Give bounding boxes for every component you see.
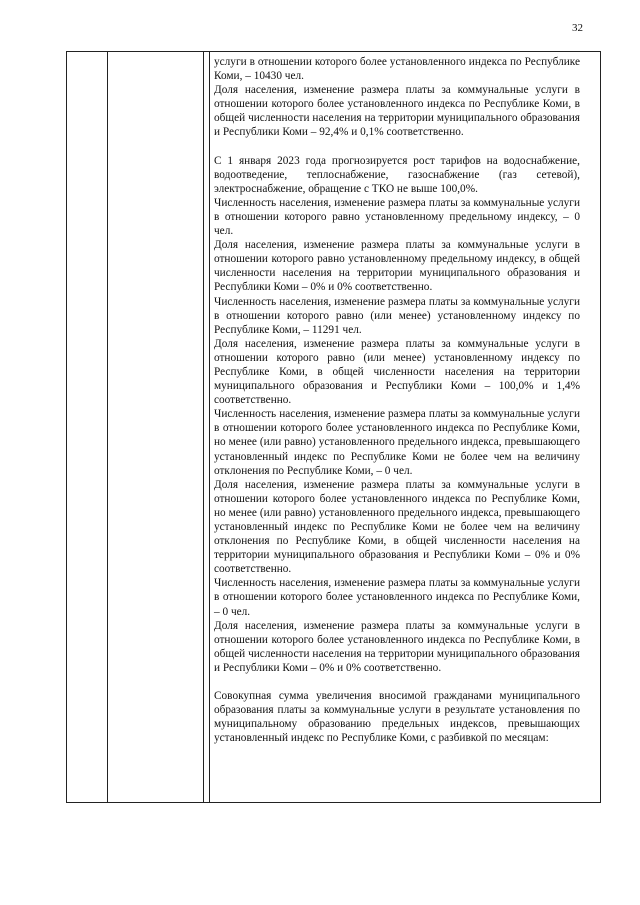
paragraph: С 1 января 2023 года прогнозируется рост тарифов на водоснабжение, водоотведение, теплоснабжение, газоснабжение (газ сетевой), электроснабжение, обращение с ТКО не выше 100,0%. (214, 154, 580, 195)
paragraph: услуги в отношении которого более установленного индекса по Республике Коми, – 10430 чел. (214, 56, 580, 83)
paragraph: Численность населения, изменение размера платы за коммунальные услуги в отношении которого более установленного индекса по Республике Коми, но менее (или равно) установленного предельного индекса, превышающего установленный индекс по Республике Коми не более чем на величину отклонения по Республике Коми, – 0 чел. (214, 408, 580, 477)
page-number: 32 (572, 22, 583, 34)
paragraph: Доля населения, изменение размера платы за коммунальные услуги в отношении которого более установленного индекса по Республике Коми, в общей численности населения на территории муниципального образования и Республики Коми – 92,4% и 0,1% соответственно. (214, 84, 580, 139)
paragraph: Доля населения, изменение размера платы за коммунальные услуги в отношении которого более установленного индекса по Республике Коми, но менее (или равно) установленного предельного индекса, превышающего установленный индекс по Республике Коми не более чем на величину отклонения по Республике Коми, в общей численности населения на территории муниципального образования и Республики Коми – 0% и 0% соответственно. (214, 478, 580, 576)
paragraph: Доля населения, изменение размера платы за коммунальные услуги в отношении которого равно установленному предельному индексу, в общей численности населения на территории муниципального образования и Республики Коми – 0% и 0% соответственно. (214, 239, 580, 294)
table-column-divider-1 (107, 52, 108, 802)
paragraph: Доля населения, изменение размера платы за коммунальные услуги в отношении которого более установленного индекса по Республике Коми, в общей численности населения на территории муниципального образования и Республики Коми – 0% и 0% соответственно. (214, 619, 580, 674)
document-table (66, 51, 601, 803)
table-cell-text (214, 55, 580, 745)
paragraph: Численность населения, изменение размера платы за коммунальные услуги в отношении которого равно (или менее) установленному индексу по Республике Коми, – 11291 чел. (214, 295, 580, 336)
paragraph: Доля населения, изменение размера платы за коммунальные услуги в отношении которого равно (или менее) установленному индексу по Республике Коми, в общей численности населения на территории муниципального образования и Республики Коми – 100,0% и 1,4% соответственно. (214, 337, 580, 407)
table-column-divider-3 (209, 52, 210, 802)
table-column-divider-2 (203, 52, 204, 802)
paragraph: Численность населения, изменение размера платы за коммунальные услуги в отношении которого равно установленному предельному индексу, – 0 чел. (214, 196, 580, 238)
paragraph: Совокупная сумма увеличения вносимой гражданами муниципального образования платы за коммунальные услуги в результате установления по муниципальному образованию предельных индексов, превышающих установленный индекс по Республике Коми, с разбивкой по месяцам: (214, 690, 580, 745)
paragraph: Численность населения, изменение размера платы за коммунальные услуги в отношении которого более установленного индекса по Республике Коми, – 0 чел. (214, 577, 580, 618)
